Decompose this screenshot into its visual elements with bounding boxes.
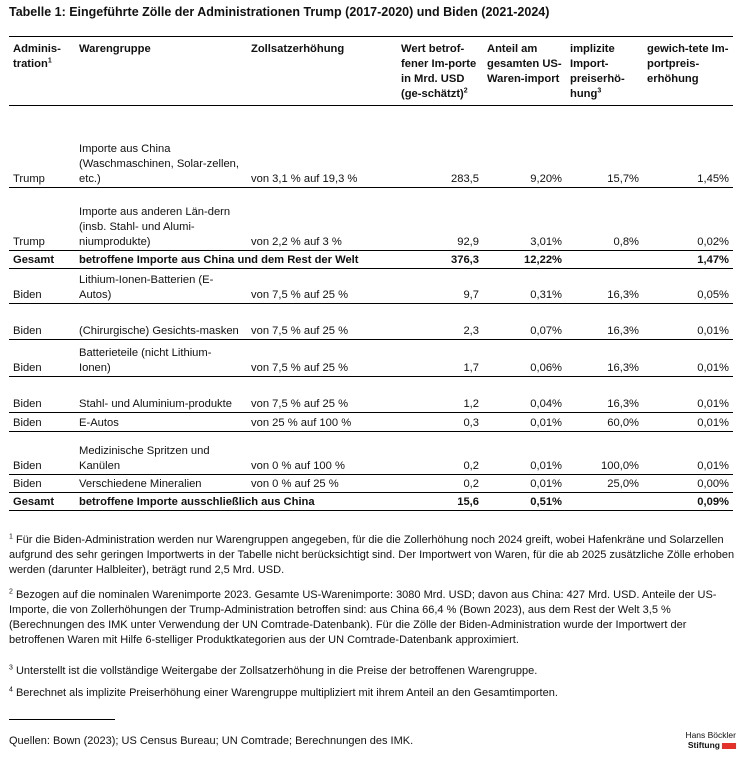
logo-bar-icon (722, 743, 736, 749)
cell-admin: Biden (9, 340, 75, 377)
cell-goods: Importe aus anderen Län-dern (insb. Stahl- und Alumi-niumprodukte) (75, 188, 247, 251)
cell-goods: Batterieteile (nicht Lithium-Ionen) (75, 340, 247, 377)
cell-value: 1,7 (397, 340, 483, 377)
cell-increase: von 25 % auf 100 % (247, 413, 397, 432)
total-desc: betroffene Importe ausschließlich aus China (75, 493, 397, 511)
table-title: Tabelle 1: Eingeführte Zölle der Administrationen Trump (2017-2020) und Biden (2021-2024) (9, 5, 550, 19)
table-row (9, 269, 733, 304)
cell-admin: Trump (9, 188, 75, 251)
cell-value: 1,2 (397, 377, 483, 413)
table-row (9, 432, 733, 475)
cell-increase: von 2,2 % auf 3 % (247, 188, 397, 251)
cell-value: 9,7 (397, 269, 483, 304)
cell-goods: Verschiedene Mineralien (75, 475, 247, 493)
cell-increase: von 3,1 % auf 19,3 % (247, 106, 397, 188)
cell-weighted: 0,01% (643, 340, 733, 377)
cell-goods: E-Autos (75, 413, 247, 432)
cell-admin: Trump (9, 106, 75, 188)
table-row (9, 475, 733, 493)
cell-increase: von 7,5 % auf 25 % (247, 340, 397, 377)
cell-share: 0,07% (483, 304, 566, 340)
cell-weighted: 0,01% (643, 432, 733, 475)
table-row (9, 188, 733, 251)
cell-weighted: 1,45% (643, 106, 733, 188)
cell-weighted: 0,05% (643, 269, 733, 304)
cell-goods: (Chirurgische) Gesichts-masken (75, 304, 247, 340)
cell-weighted: 0,02% (643, 188, 733, 251)
cell-goods: Medizinische Spritzen und Kanülen (75, 432, 247, 475)
cell-value: 0,2 (397, 475, 483, 493)
cell-implicit: 15,7% (566, 106, 643, 188)
cell-weighted: 0,00% (643, 475, 733, 493)
table-row (9, 304, 733, 340)
total-row (9, 251, 733, 269)
header-admin: Adminis-tration$^1$ (9, 37, 75, 106)
cell-share: 0,01% (483, 413, 566, 432)
header-weighted: gewich-tete Im-portpreis-erhöhung (643, 37, 733, 106)
cell-admin: Biden (9, 475, 75, 493)
cell-implicit: 25,0% (566, 475, 643, 493)
cell-share: 0,04% (483, 377, 566, 413)
total-row (9, 493, 733, 511)
cell-weighted: 0,01% (643, 413, 733, 432)
cell-value: 2,3 (397, 304, 483, 340)
cell-increase: von 0 % auf 25 % (247, 475, 397, 493)
total-label: Gesamt (9, 493, 75, 511)
footnote: $^4$ Berechnet als implizite Preiserhöhung einer Warengruppe multipliziert mit ihrem Anteil an den Gesamtimporten. (9, 686, 558, 699)
logo-line1: Hans Böckler (685, 730, 736, 740)
table-row (9, 106, 733, 188)
cell-implicit: 16,3% (566, 377, 643, 413)
cell-increase: von 0 % auf 100 % (247, 432, 397, 475)
cell-admin: Biden (9, 377, 75, 413)
footnote: $^1$ Für die Biden-Administration werden nur Warengruppen angegeben, für die die Zollerhöhung noch 2024 greift, wobei Hafenkräne und Solarzellen aufgrund des sehr geringen Importwerts in der Tabelle nicht berücksichtigt sind. Der Importwert von Waren, für die ab 2025 zusätzliche Zölle erhoben werden (darunter Halbleiter), beträgt rund 2,5 Mrd. USD. (9, 533, 735, 576)
cell-admin: Biden (9, 304, 75, 340)
total-value: 376,3 (397, 251, 483, 269)
cell-increase: von 7,5 % auf 25 % (247, 269, 397, 304)
cell-goods: Lithium-Ionen-Batterien (E-Autos) (75, 269, 247, 304)
cell-admin: Biden (9, 269, 75, 304)
cell-goods: Stahl- und Aluminium-produkte (75, 377, 247, 413)
foundation-logo (685, 730, 736, 750)
header-goods: Warengruppe (75, 37, 247, 106)
total-weighted: 0,09% (643, 493, 733, 511)
cell-share: 0,06% (483, 340, 566, 377)
table-row (9, 377, 733, 413)
cell-share: 3,01% (483, 188, 566, 251)
cell-value: 0,3 (397, 413, 483, 432)
footnote: $^3$ Unterstellt ist die vollständige Weitergabe der Zollsatzerhöhung in die Preise der betroffenen Warengruppe. (9, 664, 538, 677)
cell-share: 0,01% (483, 475, 566, 493)
cell-implicit: 16,3% (566, 304, 643, 340)
table-row (9, 340, 733, 377)
cell-weighted: 0,01% (643, 377, 733, 413)
total-desc: betroffene Importe aus China und dem Rest der Welt (75, 251, 397, 269)
cell-implicit: 16,3% (566, 340, 643, 377)
cell-share: 0,01% (483, 432, 566, 475)
total-weighted: 1,47% (643, 251, 733, 269)
total-value: 15,6 (397, 493, 483, 511)
cell-implicit: 60,0% (566, 413, 643, 432)
cell-increase: von 7,5 % auf 25 % (247, 377, 397, 413)
cell-share: 0,31% (483, 269, 566, 304)
table-row (9, 413, 733, 432)
cell-share: 9,20% (483, 106, 566, 188)
cell-value: 0,2 (397, 432, 483, 475)
total-share: 0,51% (483, 493, 566, 511)
cell-implicit: 16,3% (566, 269, 643, 304)
cell-goods: Importe aus China (Waschmaschinen, Solar-zellen, etc.) (75, 106, 247, 188)
divider (9, 719, 115, 720)
cell-increase: von 7,5 % auf 25 % (247, 304, 397, 340)
tariff-table (9, 36, 733, 511)
cell-admin: Biden (9, 432, 75, 475)
cell-weighted: 0,01% (643, 304, 733, 340)
logo-line2: Stiftung (687, 740, 720, 750)
cell-implicit: 100,0% (566, 432, 643, 475)
header-value: Wert betrof-fener Im-porte in Mrd. USD (ge-schätzt)$^2$ (397, 37, 483, 106)
header-implicit: implizite Import-preiserhö-hung$^3$ (566, 37, 643, 106)
footnote: $^2$ Bezogen auf die nominalen Warenimporte 2023. Gesamte US-Warenimporte: 3080 Mrd. USD; davon aus China: 427 Mrd. USD. Anteile der US-Importe, die von Zollerhöhungen der Trump-Administration betroffen sind: aus China 66,4 % (Bown 2023), aus dem Rest der Welt 3,5 % (Berechnungen des IMK unter Verwendung der UN Comtrade-Datenbank). Für die Zölle der Biden-Administration wurde der Importwert der betroffenen Waren mit Hilfe 6-stelliger Produktkategorien aus der UN Comtrade-Datenbank approximiert. (9, 588, 717, 646)
cell-admin: Biden (9, 413, 75, 432)
header-increase: Zollsatzerhöhung (247, 37, 397, 106)
cell-value: 92,9 (397, 188, 483, 251)
header-share: Anteil am gesamten US-Waren-import (483, 37, 566, 106)
total-label: Gesamt (9, 251, 75, 269)
cell-implicit: 0,8% (566, 188, 643, 251)
table-header (9, 37, 733, 106)
total-share: 12,22% (483, 251, 566, 269)
sources: Quellen: Bown (2023); US Census Bureau; UN Comtrade; Berechnungen des IMK. (9, 735, 414, 747)
cell-value: 283,5 (397, 106, 483, 188)
